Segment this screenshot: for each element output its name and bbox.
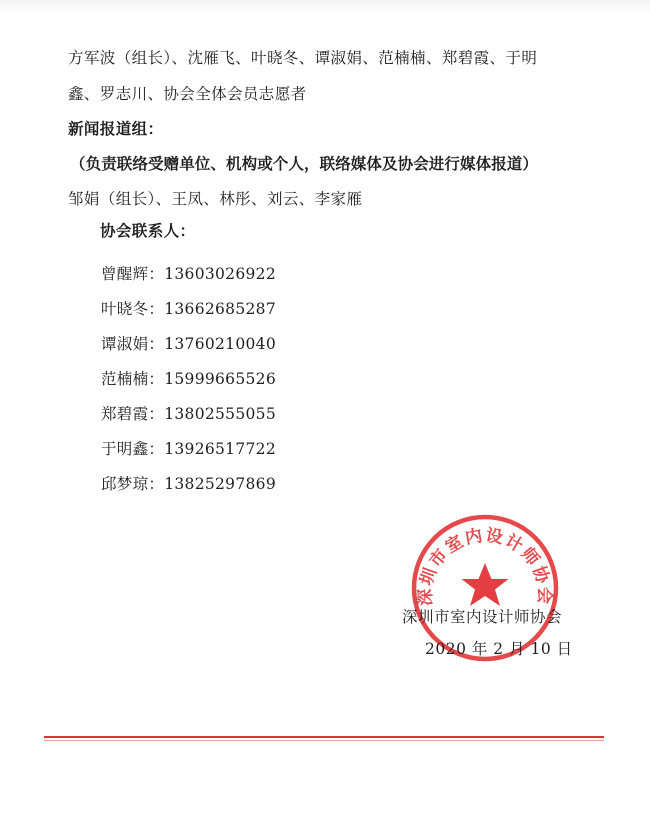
news-group-members: 邹娟（组长）、王凤、林彤、刘云、李家雁 <box>68 190 363 208</box>
contact-phone: 13603026922 <box>164 265 276 283</box>
contact-row <box>101 367 276 389</box>
contacts-heading: 协会联系人： <box>100 221 196 240</box>
volunteer-members-line-1: 方军波（组长）、沈雁飞、叶晓冬、谭淑娟、范楠楠、郑碧霞、于明 <box>68 49 538 67</box>
signature-organization: 深圳市室内设计师协会 <box>402 608 563 626</box>
contact-name: 郑碧霞： <box>101 405 165 423</box>
contact-phone: 13926517722 <box>164 440 276 458</box>
top-edge-shadow <box>0 0 650 14</box>
footer-red-divider-shadow <box>44 740 604 741</box>
contact-row <box>101 262 276 284</box>
signature-date: 2020 年 2 月 10 日 <box>425 640 573 658</box>
contact-phone: 13662685287 <box>164 300 276 318</box>
contact-row <box>101 437 276 459</box>
contact-name: 叶晓冬： <box>101 300 165 318</box>
contact-name: 邱梦琼： <box>101 475 165 493</box>
news-group-duty: （负责联络受赠单位、机构或个人，联络媒体及协会进行媒体报道） <box>70 154 539 173</box>
contact-phone: 13825297869 <box>164 475 276 493</box>
contact-row <box>101 472 276 494</box>
contact-phone: 13802555055 <box>164 405 276 423</box>
footer-red-divider <box>44 736 604 738</box>
contact-name: 谭淑娟： <box>101 335 165 353</box>
contact-row <box>101 402 276 424</box>
contact-row <box>101 332 276 354</box>
contact-phone: 15999665526 <box>164 370 276 388</box>
seal-text: 深圳市室内设计师协会 <box>415 525 555 607</box>
contact-name: 于明鑫： <box>101 440 165 458</box>
contact-row <box>101 297 276 319</box>
contact-name: 曾醒辉： <box>101 265 165 283</box>
seal-star-icon <box>462 563 509 606</box>
news-group-heading: 新闻报道组： <box>68 119 164 138</box>
contact-name: 范楠楠： <box>101 370 165 388</box>
volunteer-members-line-2: 鑫、罗志川、协会全体会员志愿者 <box>68 85 307 103</box>
contact-phone: 13760210040 <box>164 335 276 353</box>
